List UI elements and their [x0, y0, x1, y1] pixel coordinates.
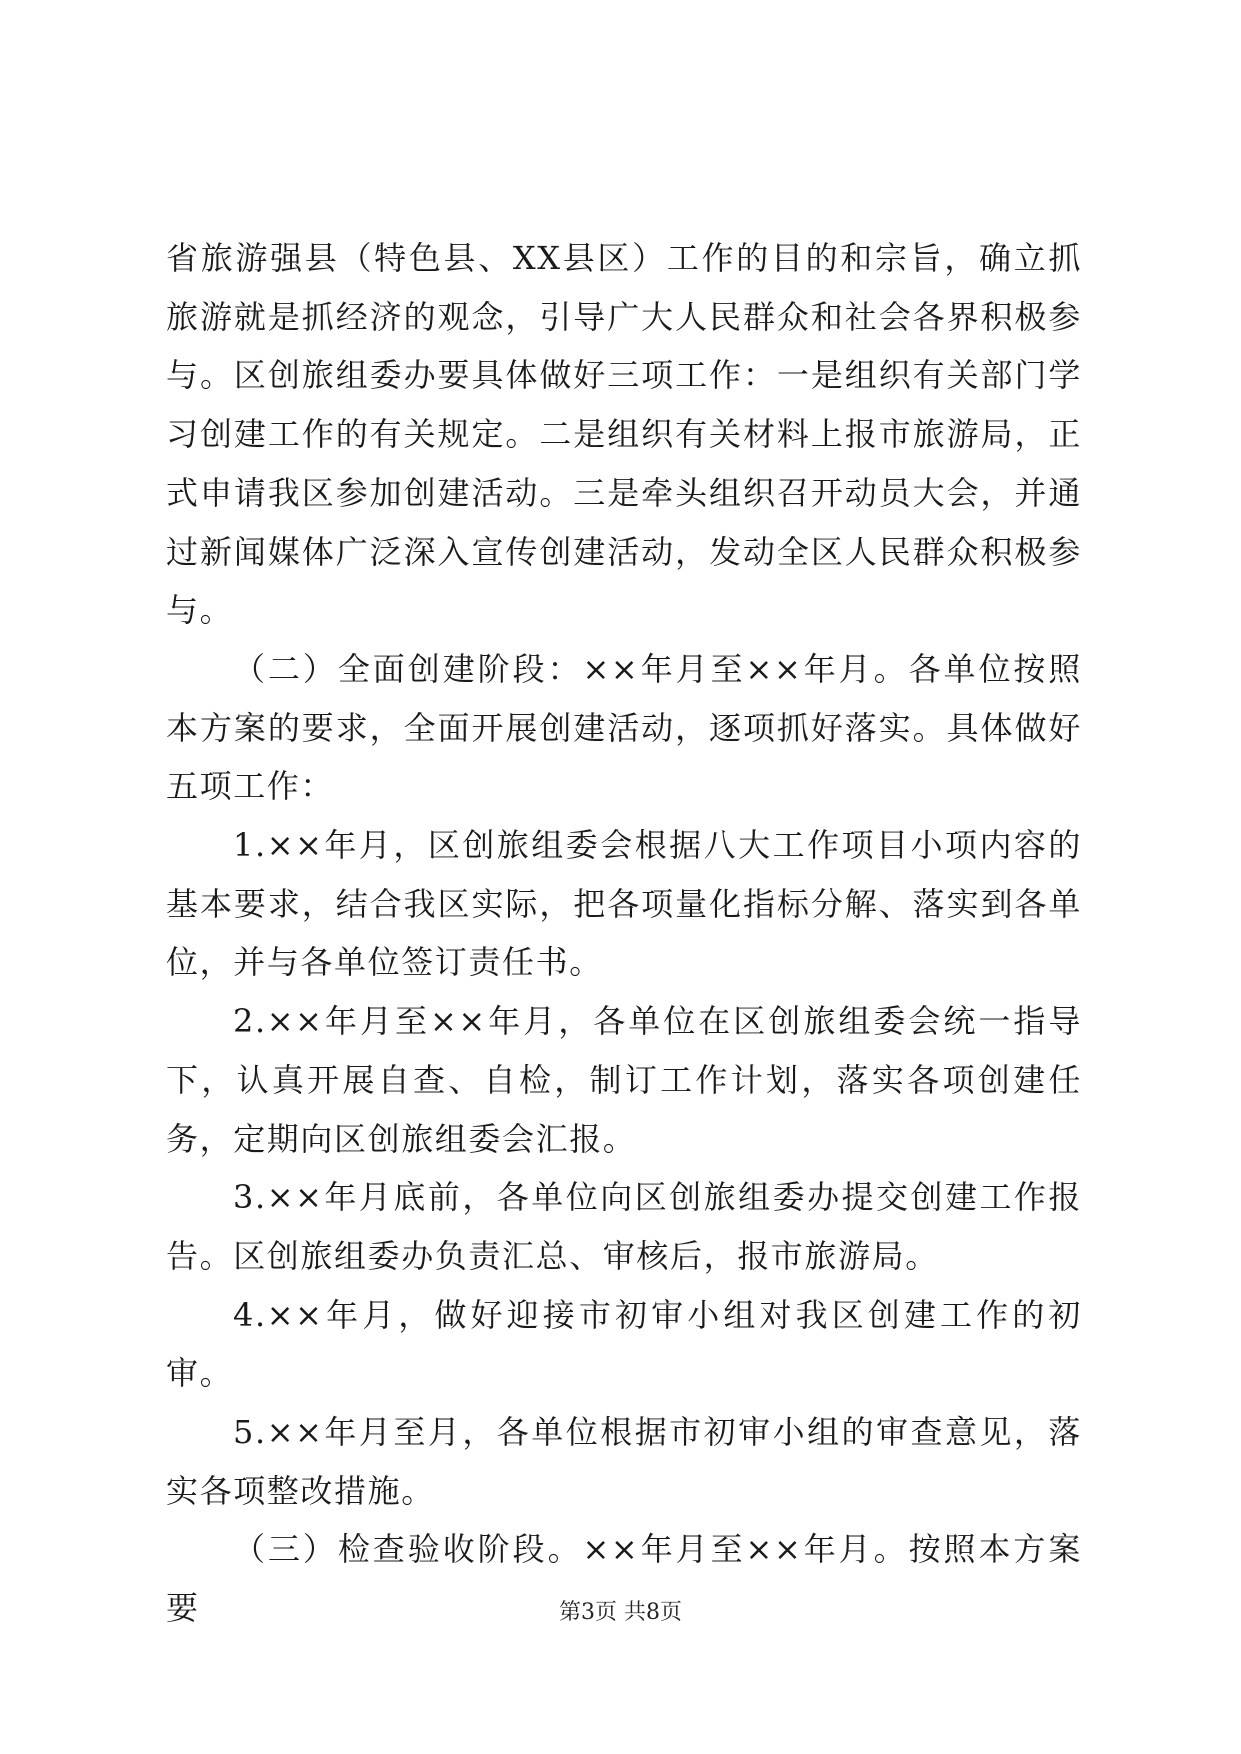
page-footer: 第3页 共8页: [559, 1600, 682, 1625]
paragraph-1: 省旅游强县（特色县、XX县区）工作的目的和宗旨，确立抓旅游就是抓经济的观念，引导广大人民群众和社会各界积极参与。区创旅组委办要具体做好三项工作：一是组织有关部门学习创建工作的有关规定。二是组织有关材料上报市旅游局，正式申请我区参加创建活动。三是牵头组织召开动员大会，并通过新闻媒体广泛深入宣传创建活动，发动全区人民群众积极参与。: [166, 239, 1082, 630]
paragraph-2: （二）全面创建阶段：××年月至××年月。各单位按照本方案的要求，全面开展创建活动，逐项抓好落实。具体做好五项工作：: [166, 649, 1082, 806]
paragraph-6: 4.××年月，做好迎接市初审小组对我区创建工作的初审。: [166, 1295, 1082, 1393]
paragraph-4: 2.××年月至××年月，各单位在区创旅组委会统一指导下，认真开展自查、自检，制订工作计划，落实各项创建任务，定期向区创旅组委会汇报。: [166, 1002, 1082, 1158]
paragraph-7: 5.××年月至月，各单位根据市初审小组的审查意见，落实各项整改措施。: [166, 1413, 1082, 1510]
paragraph-5: 3.××年月底前，各单位向区创旅组委办提交创建工作报告。区创旅组委办负责汇总、审核后，报市旅游局。: [166, 1178, 1082, 1275]
paragraph-3: 1.××年月，区创旅组委会根据八大工作项目小项内容的基本要求，结合我区实际，把各项量化指标分解、落实到各单位，并与各单位签订责任书。: [166, 826, 1082, 982]
paragraph-8: （三）检查验收阶段。××年月至××年月。按照本方案要: [166, 1530, 1082, 1628]
document-body: [166, 229, 1082, 1638]
